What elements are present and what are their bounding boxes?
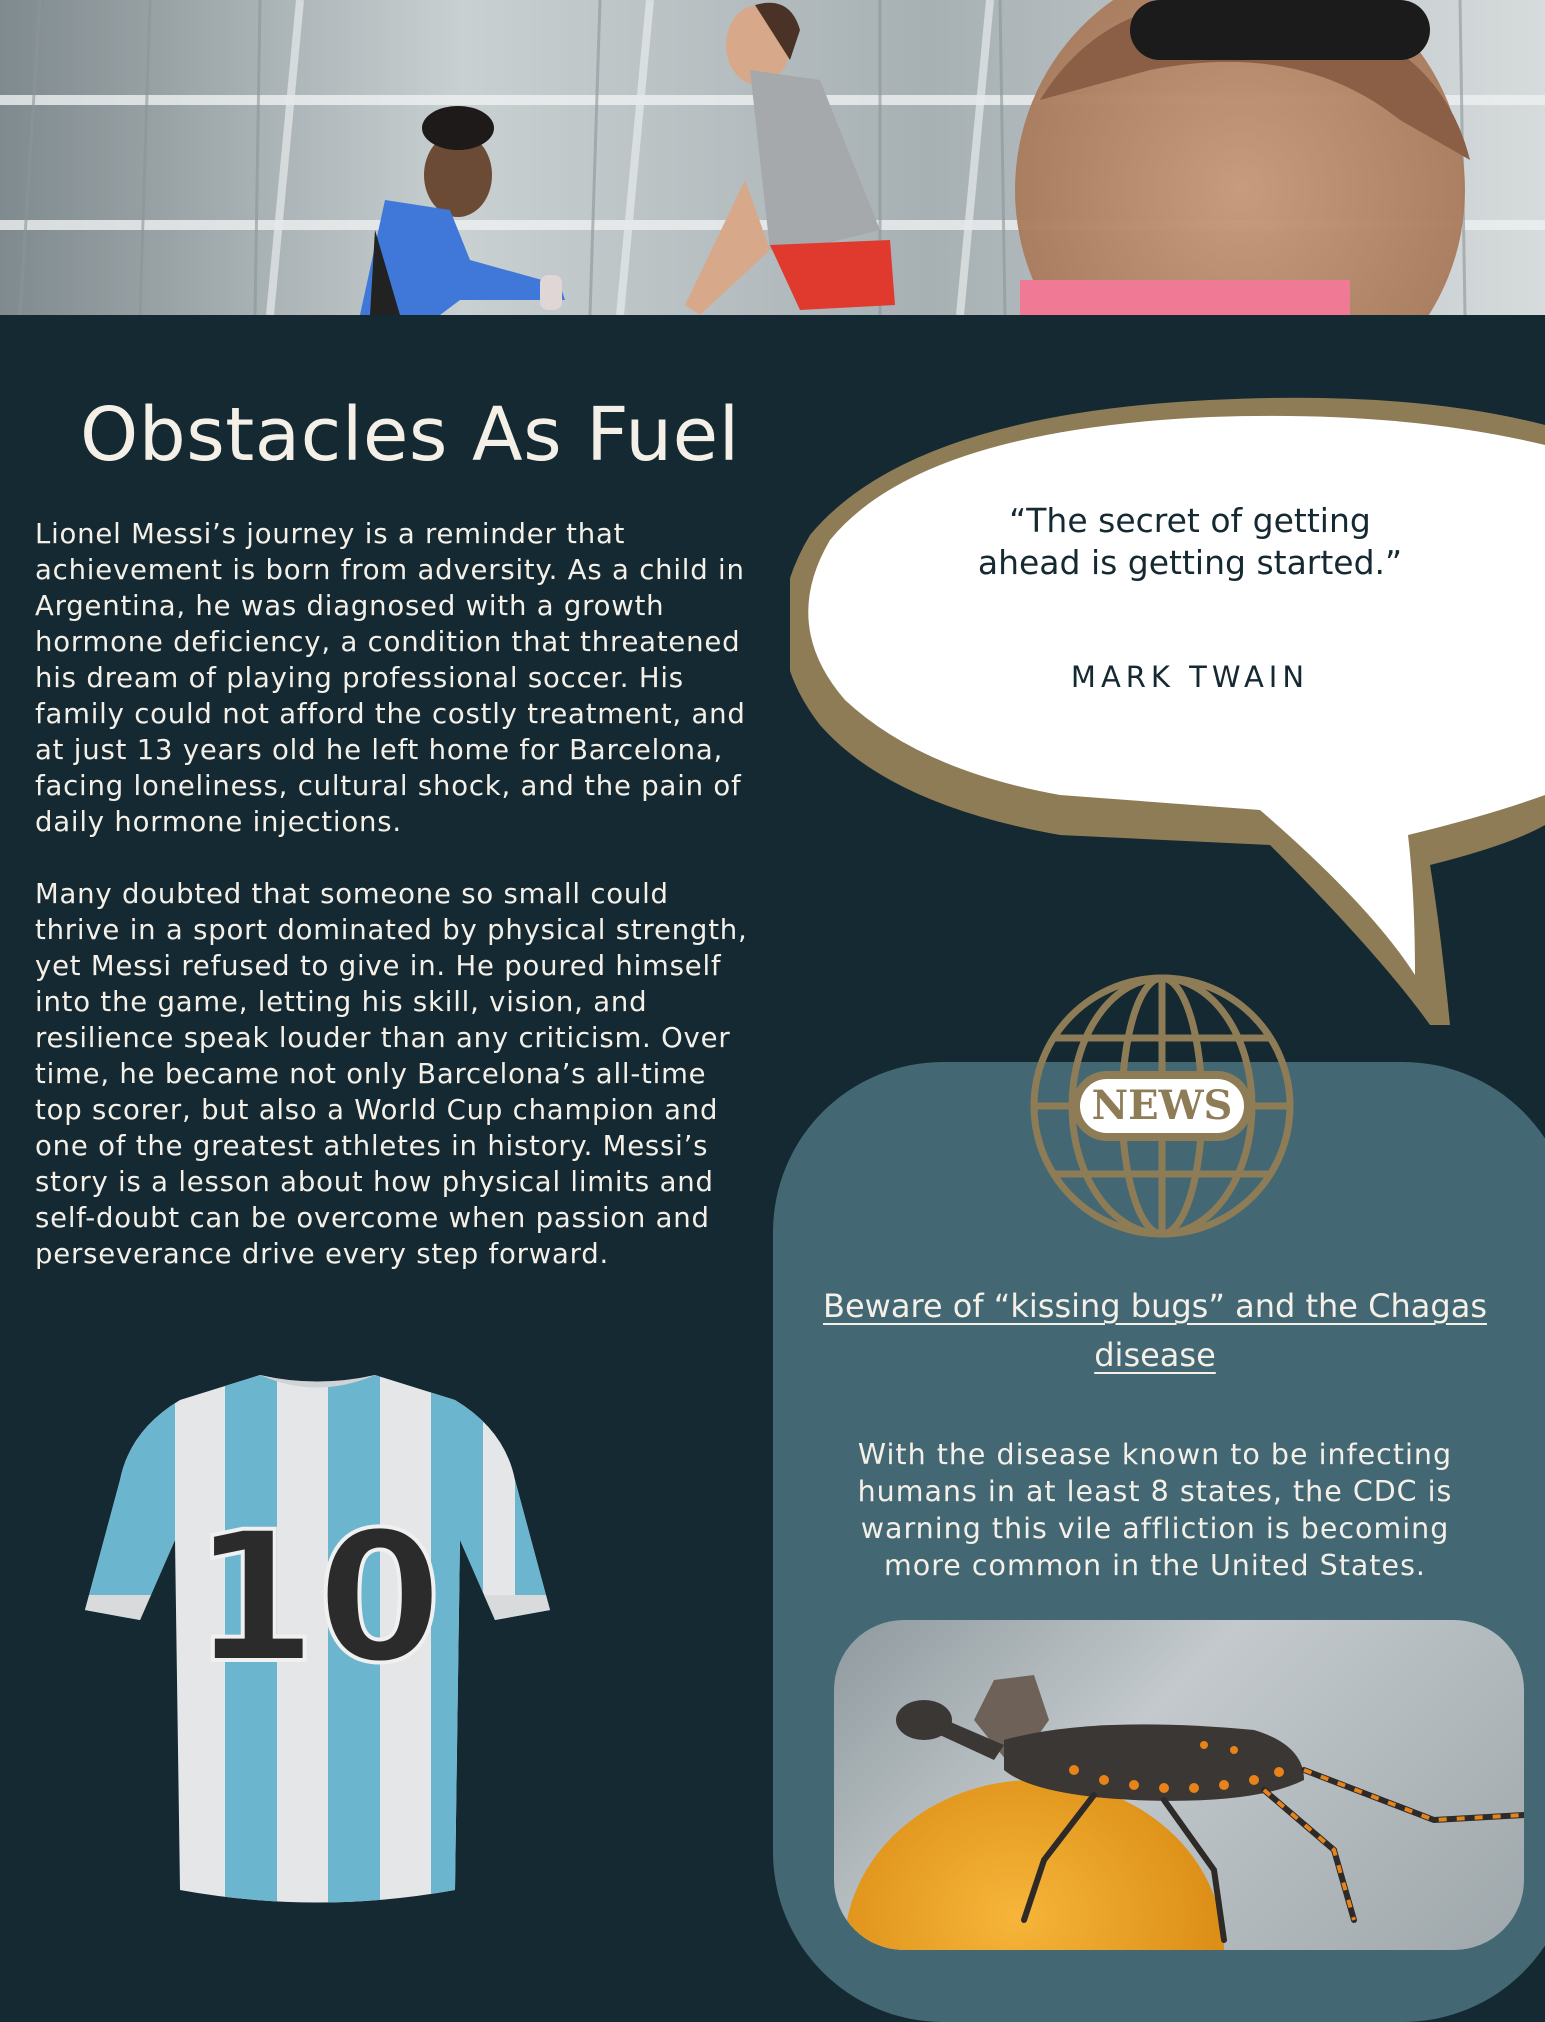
kissing-bug-illustration bbox=[834, 1620, 1524, 1950]
news-globe-icon bbox=[1022, 966, 1302, 1246]
hero-photo bbox=[0, 0, 1545, 315]
article-title: Obstacles As Fuel bbox=[80, 392, 740, 478]
article-paragraph: Lionel Messi’s journey is a reminder that achievement is born from adversity. As a child in Argentina, he was diagnosed with a growth hormone deficiency, a condition that threatened his dream of playing professional soccer. His family could not afford the costly treatment, and at just 13 years old he left home for Barcelona, facing loneliness, cultural shock, and the pain of daily hormone injections. bbox=[35, 518, 746, 838]
jersey-number: 10 bbox=[191, 1494, 443, 1703]
quote-text: “The secret of getting ahead is getting started.” bbox=[977, 501, 1403, 582]
news-badge: NEWS bbox=[1091, 1082, 1233, 1129]
quote-bubble bbox=[790, 395, 1545, 1035]
news-headline-link[interactable]: Beware of “kissing bugs” and the Chagas disease bbox=[823, 1287, 1487, 1374]
news-body: With the disease known to be infecting humans in at least 8 states, the CDC is warning this vile affliction is becoming more common in the United States. bbox=[857, 1438, 1453, 1582]
quote-author: MARK TWAIN bbox=[1070, 660, 1310, 694]
argentina-jersey-image bbox=[85, 1370, 550, 1915]
article-body bbox=[35, 516, 755, 1308]
hero-photo-illustration bbox=[0, 0, 1545, 315]
kissing-bug-photo bbox=[834, 1620, 1524, 1950]
article-paragraph: Many doubted that someone so small could thrive in a sport dominated by physical strength, yet Messi refused to give in. He poured himself into the game, letting his skill, vision, and resilience speak louder than any criticism. Over time, he became not only Barcelona’s all-time top scorer, but also a World Cup champion and one of the greatest athletes in history. Messi’s story is a lesson about how physical limits and self-doubt can be overcome when passion and perseverance drive every step forward. bbox=[35, 878, 748, 1270]
